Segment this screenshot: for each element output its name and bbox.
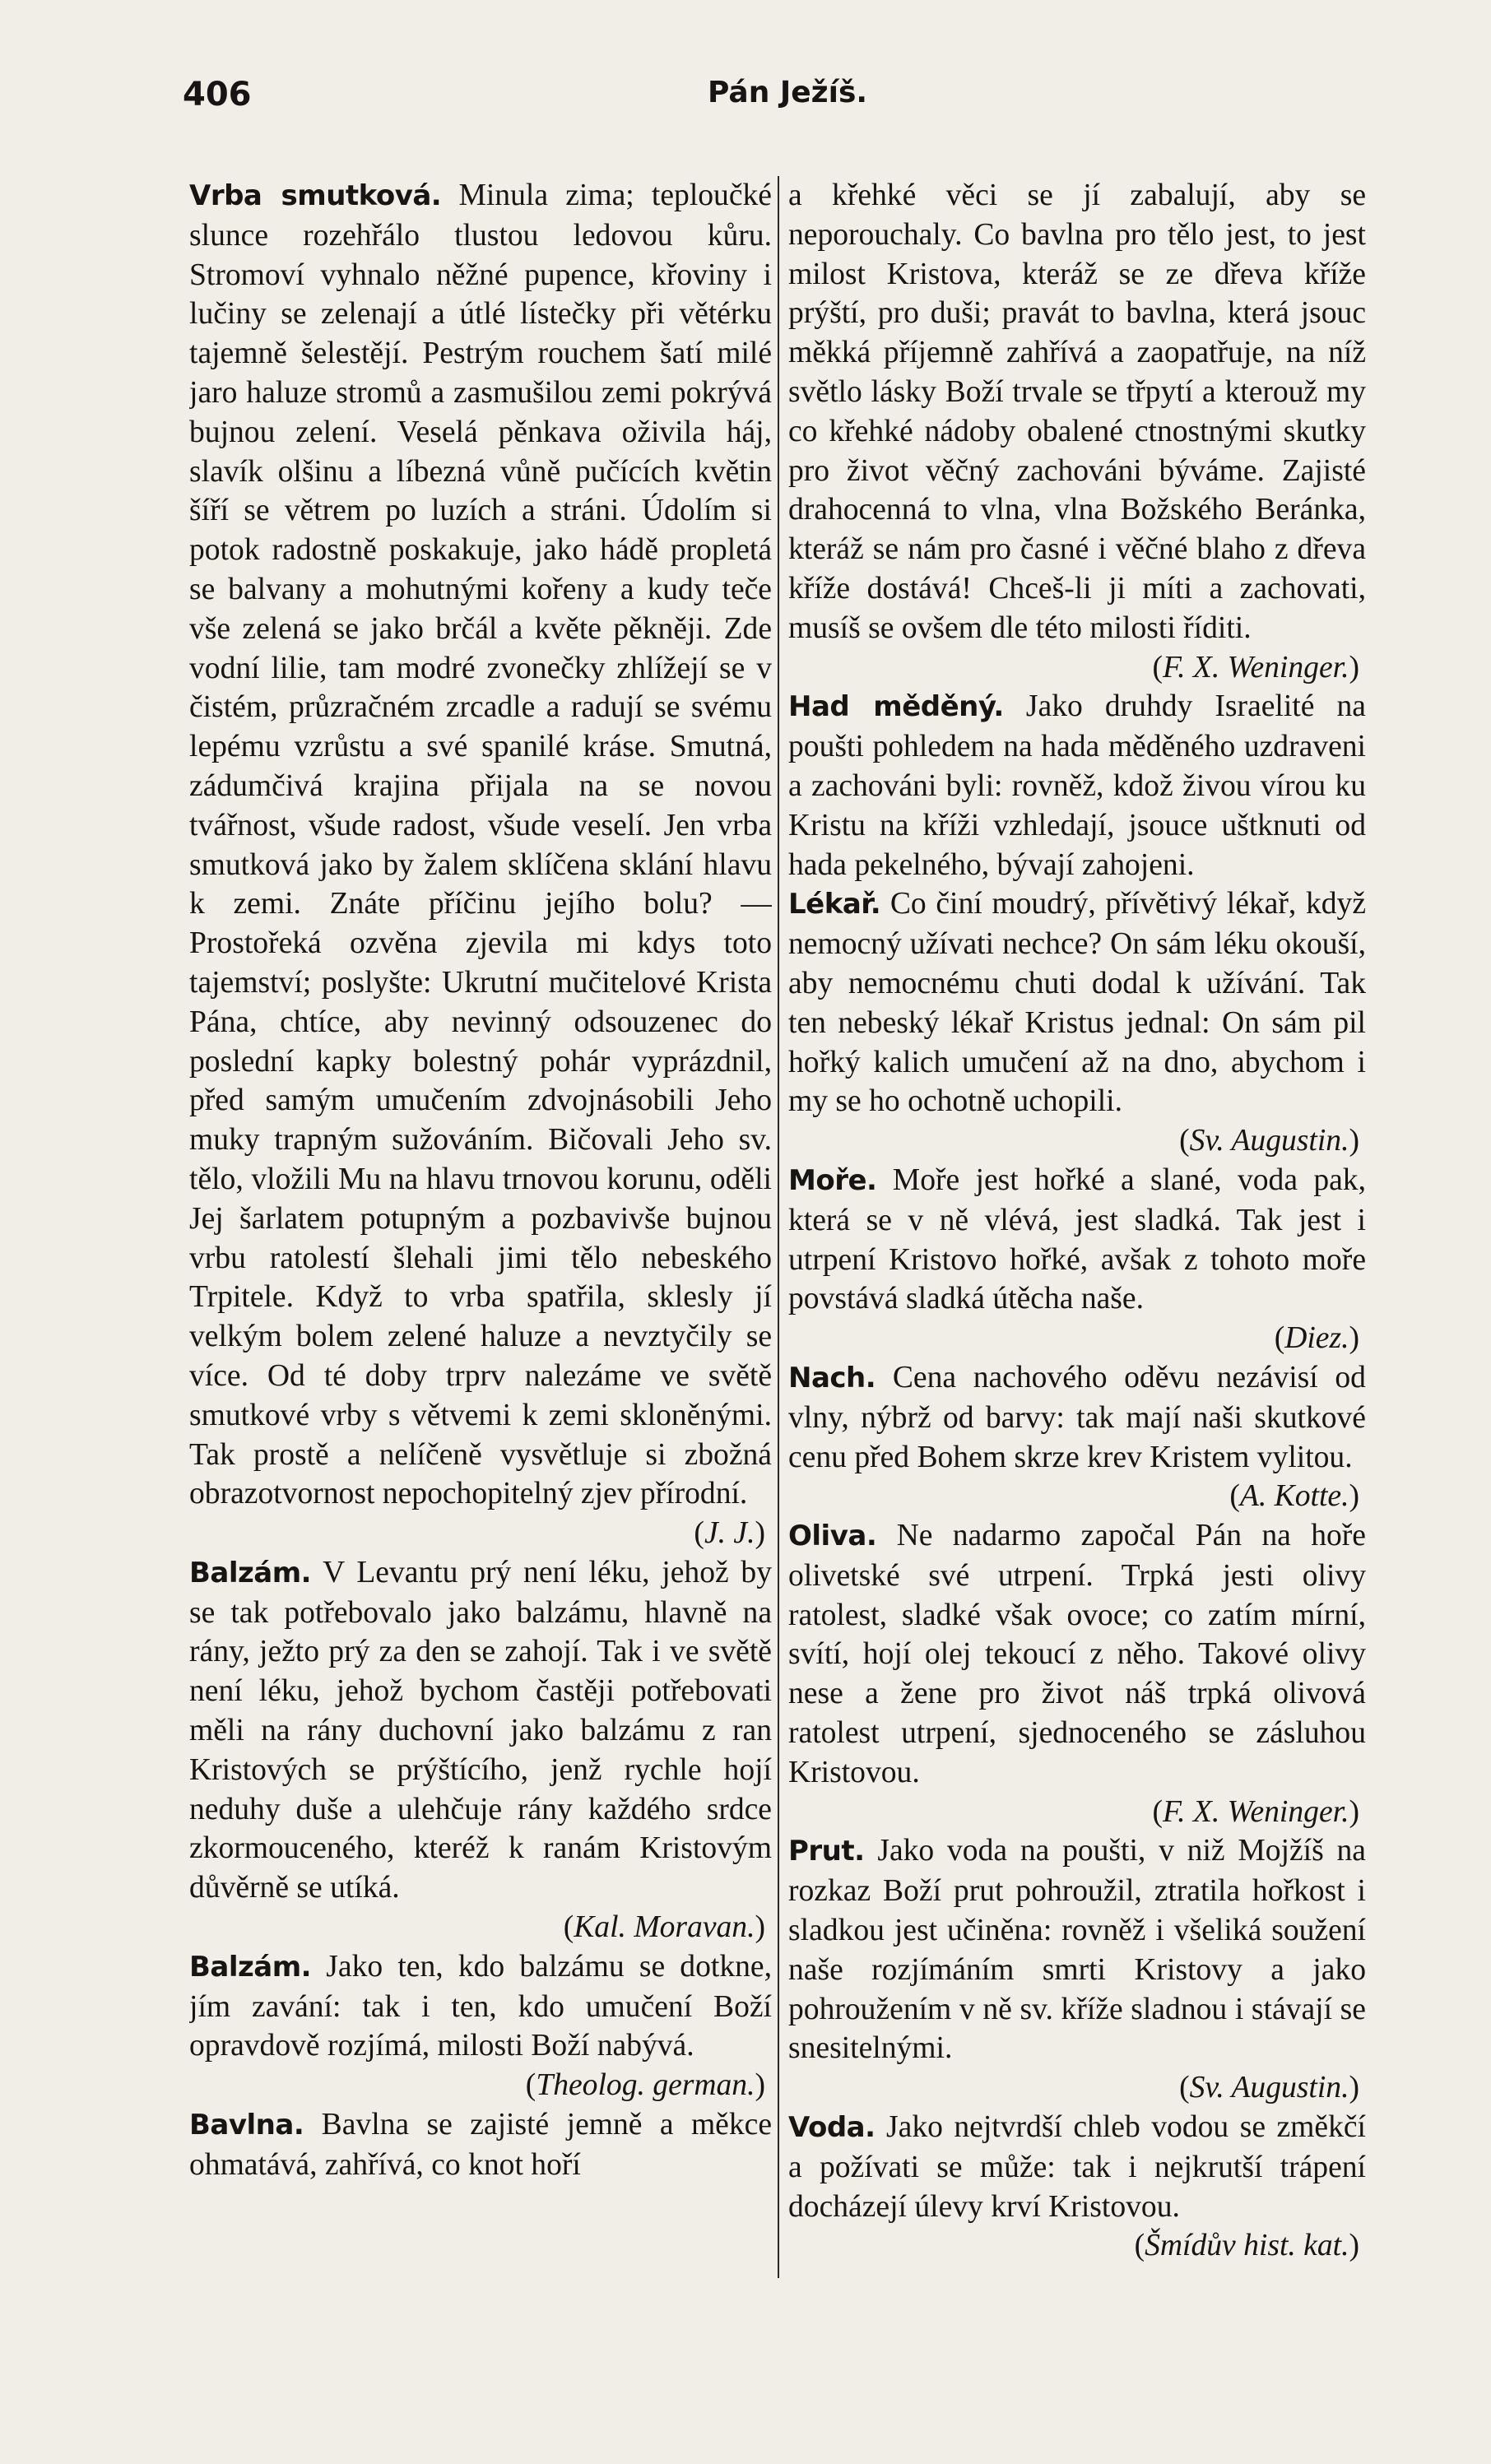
entry-source: ( J. J. ) [189,1514,772,1553]
entry-source: ( F. X. Weninger. ) [788,1793,1366,1832]
entry-text: a křehké věci se jí zabalují, aby se neporouchaly. Co bavlna pro tělo jest, to jest milost Kristova, kteráž se ze dřeva kříže prýští, pro duši; pravát to bavlna, která jsouc měkká příjemně zahřívá a zaopatřuje, na níž světlo lásky Boží trvale se třpytí a kterouž my co křehké nádoby obalené ctnostnými skutky pro život věčný zachováni býváme. Zajisté drahocenná to vlna, vlna Božského Beránka, kteráž se nám pro časné i věčné blaho z dřeva kříže dostává! Chceš-li ji míti a zachovati, musíš se ovšem dle této milosti říditi. [788,179,1366,645]
entry-term: Vrba smutková. [189,179,442,212]
entry-term: Balzám. [189,1556,312,1589]
right-column [788,176,1366,2290]
entry-nach [788,1358,1366,1516]
entry-text: Jako nejtvrdší chleb vodou se změkčí a požívati se může: tak i nejkrutší trápení docházejí úlevy krví Kristovou. [788,2110,1366,2224]
entry-text: Jako voda na poušti, v niž Mojžíš na rozkaz Boží prut pohroužil, ztratila hořkost i sladkou jest učiněna: rovněž i všeliká soužení naše rozjímáním smrti Kristovy a jako pohroužením v ně sv. kříže sladnou i stávají se snesitelnými. [788,1834,1366,2066]
running-title: Pán Ježíš. [708,76,868,109]
entry-source: ( Sv. Augustin. ) [788,2068,1366,2108]
entry-more [788,1161,1366,1358]
entry-source: ( Theolog. german. ) [189,2066,772,2105]
entry-text: Co činí moudrý, přívětivý lékař, když nemocný užívati nechce? On sám léku okouší, aby nemocnému chuti dodal k užívání. Tak ten nebeský lékař Kristus jednal: On sám pil hořký kalich umučení až na dno, abychom i my se ho ochotně uchopili. [788,887,1366,1119]
entry-oliva [788,1516,1366,1831]
entry-prut [788,1831,1366,2108]
entry-term: Nach. [788,1361,876,1394]
entry-term: Balzám. [189,1950,312,1984]
entry-source: ( Diez. ) [788,1319,1366,1358]
entry-vrba-smutkova [189,176,772,1553]
entry-bavlna-continued [788,176,1366,687]
entry-source: ( Sv. Augustin. ) [788,1121,1366,1161]
entry-term: Moře. [788,1163,877,1197]
entry-source: ( F. X. Weninger. ) [788,648,1366,688]
left-column [189,176,772,2290]
column-divider [778,176,779,2278]
entry-text: Bavlna se zajisté jemně a měkce ohmatává, zahřívá, co knot hoří [189,2108,772,2182]
entry-balzam-1 [189,1553,772,1947]
entry-text: Moře jest hořké a slané, voda pak, která se v ně vlévá, jest sladká. Tak jest i utrpení Kristovo hořké, avšak z tohoto moře povstává sladká útěcha naše. [788,1162,1366,1316]
entry-source: ( Šmídův hist. kat. ) [788,2226,1366,2266]
entry-voda [788,2108,1366,2266]
entry-term: Had měděný. [788,690,1004,724]
entry-term: Lékař. [788,888,881,921]
entry-term: Oliva. [788,1520,877,1553]
entry-balzam-2 [189,1947,772,2105]
entry-source: ( A. Kotte. ) [788,1477,1366,1516]
entry-text: Cena nachového oděvu nezávisí od vlny, nýbrž od barvy: tak mají naši skutkové cenu před Bohem skrze krev Kristem vylitou. [788,1360,1366,1474]
entry-bavlna [189,2105,772,2185]
entry-text: V Levantu prý není léku, jehož by se tak potřebovalo jako balzámu, hlavně na rány, ježto prý za den se zahojí. Tak i ve světě není léku, jehož bychom častěji potřebovati měli na rány duchovní jako balzámu z ran Kristových se prýštícího, jenž rychle hojí neduhy duše a ulehčuje rány každého srdce zkormouceného, kteréž k ranám Kristovým důvěrně se utíká. [189,1555,772,1905]
entry-term: Voda. [788,2111,876,2145]
entry-text: Jako druhdy Israelité na poušti pohledem na hada měděného uzdraveni a zachováni byli: rovněž, kdož živou vírou ku Kristu na kříži vzhledají, jsouce uštknuti od hada pekelného, bývají zahojeni. [788,689,1366,882]
entry-text: Ne nadarmo započal Pán na hoře olivetské své utrpení. Trpká jesti olivy ratolest, sladké však ovoce; co zatím mírní, svítí, hojí olej tekoucí z něho. Takové olivy nese a žene pro život náš trpká olivová ratolest utrpení, sjednoceného se zásluhou Kristovou. [788,1519,1366,1789]
entry-source: ( Kal. Moravan. ) [189,1908,772,1947]
entry-text: Minula zima; teploučké slunce rozehřálo tlustou ledovou kůru. Stromoví vyhnalo něžné pupence, křoviny i lučiny se zelenají a útlé lístečky při větérku tajemně šelestějí. Pestrým rouchem šatí milé jaro haluze stromů a zasmušilou zemi pokrývá bujnou zelení. Veselá pěnkava oživila háj, slavík olšinu a líbezná vůně pučících květin šíří se větrem po luzích a stráni. Údolím si potok radostně poskakuje, jako hádě propletá se balvany a mohutnými kořeny a kudy teče vše zelená se jako brčál a květe pěkněji. Zde vodní lilie, tam modré zvonečky zhlížejí se v čistém, průzračném zrcadle a radují se svému lepému vzrůstu a své spanilé kráse. Smutná, zádumčivá krajina přijala na se novou tvářnost, všude radost, všude veselí. Jen vrba smutková jako by žalem sklíčena sklání hlavu k zemi. Znáte příčinu jejího bolu? — Prostořeká ozvěna zjevila mi kdys toto tajemství; poslyšte: Ukrutní mučitelové Krista Pána, chtíce, aby nevinný odsouzenec do poslední kapky bolestný pohár vyprázdnil, před samým umučením zdvojnásobili Jeho muky trapným sužováním. Bičovali Jeho sv. tělo, vložili Mu na hlavu trnovou korunu, oděli Jej šarlatem potupným a pozbavivše bujnou vrbu ratolestí šlehali jimi tělo nebeského Trpitele. Když to vrba spatřila, sklesly jí velkým bolem zelené haluze a nevztyčily se více. Od té doby trprv nalezáme ve světě smutkové vrby s větvemi k zemi skloněnými. Tak prostě a nelíčeně vysvětluje si zbožná obrazotvornost nepochopitelný zjev přírodní. [189,179,772,1511]
page-number: 406 [183,76,252,114]
entry-term: Bavlna. [189,2109,304,2142]
entry-lekar [788,884,1366,1161]
entry-term: Prut. [788,1835,865,1868]
entry-had-medeny [788,687,1366,884]
entry-text: Jako ten, kdo balzámu se dotkne, jím zavání: tak i ten, kdo umučení Boží opravdově rozjímá, milosti Boží nabývá. [189,1949,772,2063]
